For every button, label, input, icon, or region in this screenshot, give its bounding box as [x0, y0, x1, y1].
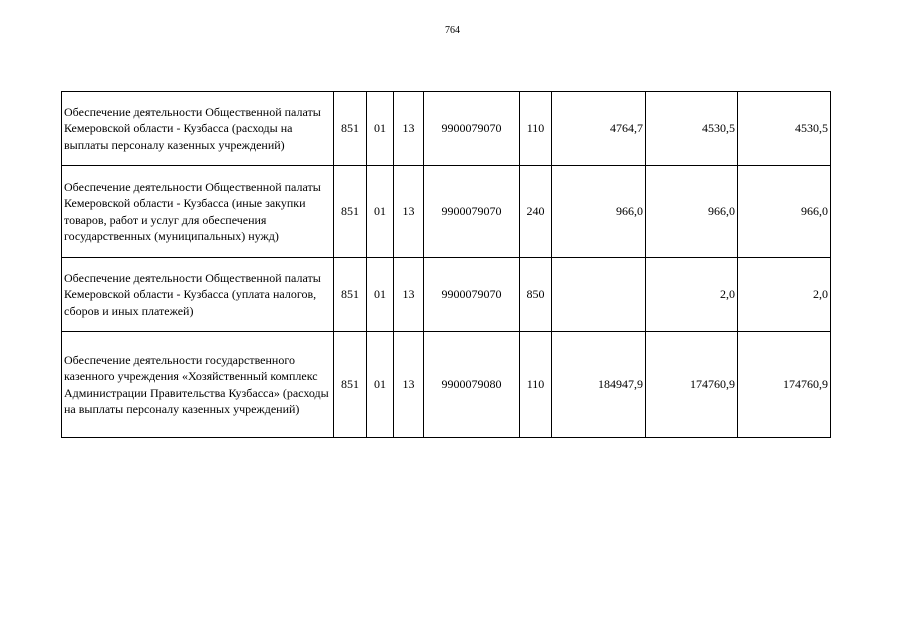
amount-year3-cell: 2,0: [738, 258, 831, 332]
row-name-cell: Обеспечение деятельности Общественной палаты Кемеровской области - Кузбасса (иные закупки товаров, работ и услуг для обеспечения государственных (муниципальных) нужд): [62, 166, 334, 258]
ministry-code-cell: 851: [334, 258, 367, 332]
subsection-code-cell: 13: [394, 258, 424, 332]
subsection-code-cell: 13: [394, 332, 424, 438]
amount-year3-cell: 4530,5: [738, 92, 831, 166]
page-number: 764: [445, 25, 460, 36]
row-name-cell: Обеспечение деятельности Общественной палаты Кемеровской области - Кузбасса (уплата налогов, сборов и иных платежей): [62, 258, 334, 332]
amount-year3-cell: 174760,9: [738, 332, 831, 438]
table-row: [62, 332, 831, 438]
table-row: [62, 258, 831, 332]
amount-year1-cell: 966,0: [552, 166, 646, 258]
section-code-cell: 01: [367, 92, 394, 166]
target-article-cell: 9900079070: [424, 92, 520, 166]
section-code-cell: 01: [367, 258, 394, 332]
target-article-cell: 9900079080: [424, 332, 520, 438]
target-article-cell: 9900079070: [424, 258, 520, 332]
budget-table: [61, 91, 831, 438]
amount-year2-cell: 174760,9: [646, 332, 738, 438]
expense-type-cell: 110: [520, 92, 552, 166]
subsection-code-cell: 13: [394, 166, 424, 258]
amount-year1-cell: 4764,7: [552, 92, 646, 166]
amount-year2-cell: 4530,5: [646, 92, 738, 166]
row-name-cell: Обеспечение деятельности государственного казенного учреждения «Хозяйственный комплекс Администрации Правительства Кузбасса» (расходы на выплаты персоналу казенных учреждений): [62, 332, 334, 438]
table-row: [62, 92, 831, 166]
amount-year2-cell: 2,0: [646, 258, 738, 332]
section-code-cell: 01: [367, 332, 394, 438]
table-row: [62, 166, 831, 258]
expense-type-cell: 110: [520, 332, 552, 438]
amount-year2-cell: 966,0: [646, 166, 738, 258]
subsection-code-cell: 13: [394, 92, 424, 166]
amount-year3-cell: 966,0: [738, 166, 831, 258]
target-article-cell: 9900079070: [424, 166, 520, 258]
expense-type-cell: 240: [520, 166, 552, 258]
ministry-code-cell: 851: [334, 92, 367, 166]
ministry-code-cell: 851: [334, 166, 367, 258]
ministry-code-cell: 851: [334, 332, 367, 438]
amount-year1-cell: [552, 258, 646, 332]
row-name-cell: Обеспечение деятельности Общественной палаты Кемеровской области - Кузбасса (расходы на выплаты персоналу казенных учреждений): [62, 92, 334, 166]
amount-year1-cell: 184947,9: [552, 332, 646, 438]
expense-type-cell: 850: [520, 258, 552, 332]
section-code-cell: 01: [367, 166, 394, 258]
